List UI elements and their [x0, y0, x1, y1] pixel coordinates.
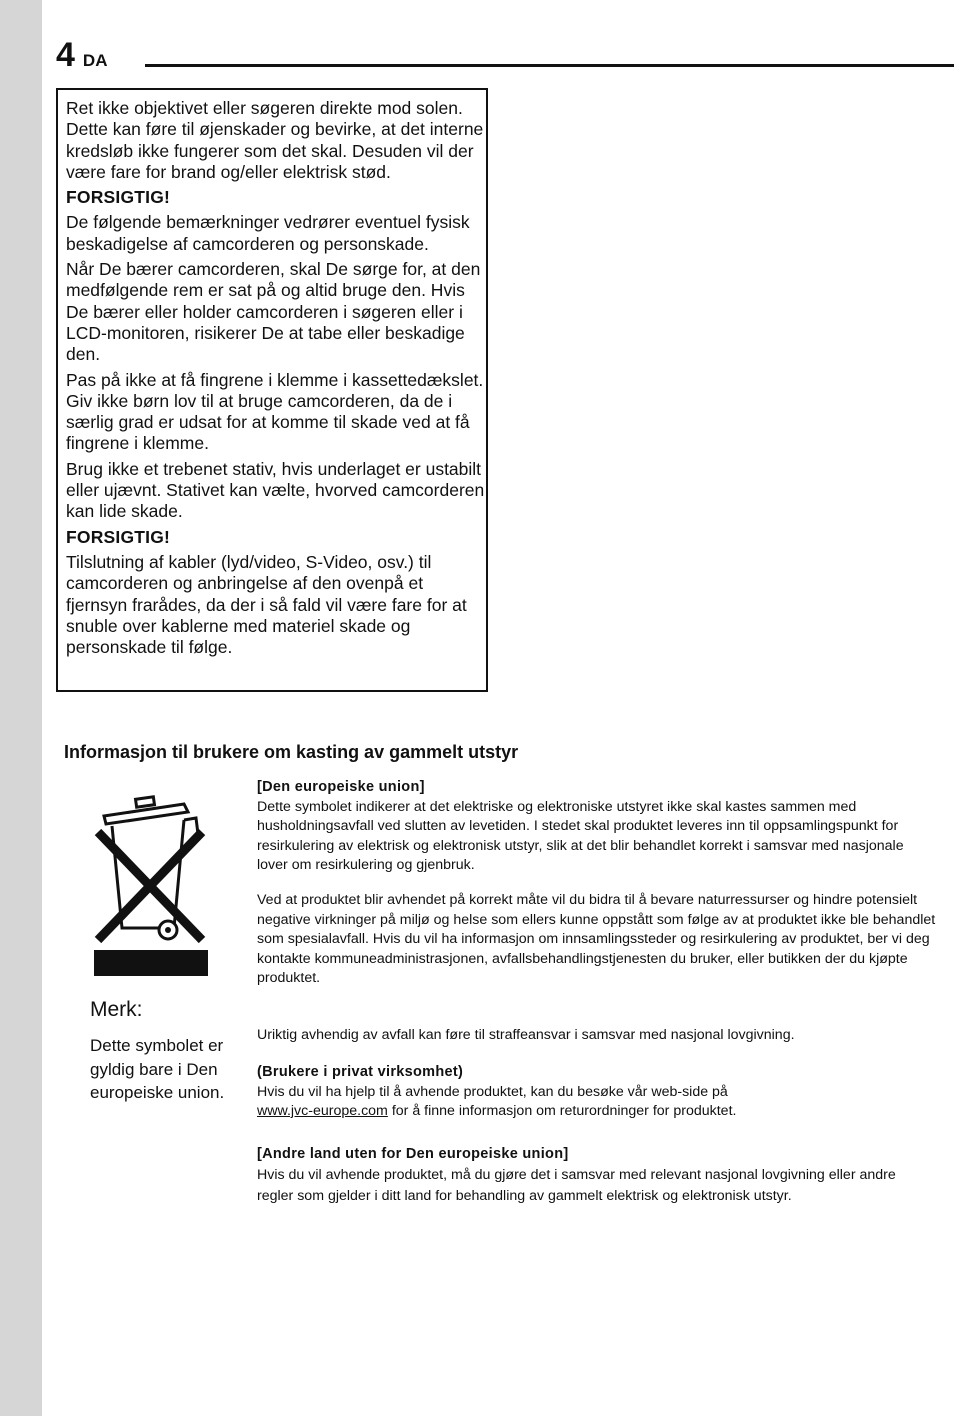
weee-crossed-bin-icon	[92, 790, 212, 978]
eu-paragraph-2: Ved at produktet blir avhendet på korrekt måte vil du bidra til å bevare naturressurser og hindre potensielt negative virkninger på miljø og helse som ellers kunne oppstått som følge av at produktet ikke ble behandlet som spesialavfall. Hvis du vil ha informasjon om innsamlingssteder og resirkulering av produktet, ber vi deg kontakte kommuneadministrasjonen, avfallsbehandlingstjenesten du bruker, eller butikken der du kjøpte produktet.	[257, 892, 936, 986]
other-countries-section	[257, 1145, 917, 1208]
eu-paragraph-1: Dette symbolet indikerer at det elektriske og elektroniske utstyret ikke skal kastes sammen med husholdningsavfall ved slutten av levetiden. I stedet skal produktet leveres inn til oppsamlingspunkt for resirkulering av elektrisk og elektronisk utstyr, slik at det blir behandlet korrekt i samsvar med nasjonale lover om resirkulering og gjenbruk.	[257, 798, 904, 873]
header-rule	[145, 64, 954, 67]
eu-heading: [Den europeiske union]	[257, 779, 425, 795]
eu-paragraph-3-block	[257, 1026, 937, 1046]
business-section	[257, 1063, 937, 1122]
eu-paragraph-3: Uriktig avhendig av avfall kan føre til straffeansvar i samsvar med nasjonal lovgivning.	[257, 1027, 795, 1043]
warning-box	[56, 88, 488, 692]
warning-intro-text: De følgende bemærkninger vedrører eventuel fysisk beskadigelse af camcorderen og personskade.	[66, 212, 470, 254]
caution-heading: FORSIGTIG!	[66, 526, 171, 547]
business-heading: (Brukere i privat virksomhet)	[257, 1064, 464, 1080]
caution-heading: FORSIGTIG!	[66, 187, 171, 208]
note-body: Dette symbolet er gyldig bare i Den europeiske union.	[90, 1036, 225, 1102]
warning-cables-text: Tilslutning af kabler (lyd/video, S-Video, osv.) til camcorderen og anbringelse af den ovenpå et fjernsyn frarådes, da der i så fald vil være fare for at snuble over kablerne med materiel skade og personskade til følge.	[66, 551, 467, 658]
page-number: 4	[56, 36, 75, 74]
note-block	[90, 998, 230, 1105]
disposal-section-title: Informasjon til brukere om kasting av gammelt utstyr	[64, 742, 519, 762]
business-paragraph	[257, 1083, 937, 1122]
business-text-1: Hvis du vil ha hjelp til å avhende produktet, kan du besøke vår web-side på	[257, 1083, 728, 1100]
eu-paragraph-2-block	[257, 891, 937, 989]
page-header	[56, 38, 107, 72]
side-strip	[0, 0, 42, 1416]
warning-cassette-text: Pas på ikke at få fingrene i klemme i kassettedækslet. Giv ikke børn lov til at bruge camcorderen, da de i særlig grad er udsat for at komme til skade ved at få fingrene i klemme.	[66, 369, 484, 454]
warning-tripod-text: Brug ikke et trebenet stativ, hvis underlaget er ustabilt eller ujævnt. Stativet kan vælte, hvorved camcorderen kan lide skade.	[66, 458, 485, 522]
note-title: Merk:	[90, 998, 143, 1021]
language-code: DA	[82, 51, 108, 70]
business-text-2: for å finne informasjon om returordninger for produktet.	[387, 1103, 737, 1119]
other-countries-paragraph: Hvis du vil avhende produktet, må du gjøre det i samsvar med relevant nasjonal lovgivning eller andre regler som gjelder i ditt land for behandling av gammelt elektrisk og elektronisk utstyr.	[257, 1166, 896, 1204]
warning-sun-text: Ret ikke objektivet eller søgeren direkte mod solen. Dette kan føre til øjenskader og bevirke, at det interne kredsløb ikke fungerer som det skal. Desuden vil der være fare for brand og/eller elektrisk stød.	[66, 98, 484, 182]
other-countries-heading: [Andre land uten for Den europeiske union]	[257, 1146, 569, 1162]
warning-strap-text: Når De bærer camcorderen, skal De sørge for, at den medfølgende rem er sat på og altid bruge den. Hvis De bærer eller holder camcorderen i søgeren eller i LCD-monitoren, risikerer De at tabe eller beskadige den.	[66, 259, 481, 365]
jvc-europe-link[interactable]: www.jvc-europe.com	[257, 1103, 388, 1119]
eu-section	[257, 778, 937, 876]
